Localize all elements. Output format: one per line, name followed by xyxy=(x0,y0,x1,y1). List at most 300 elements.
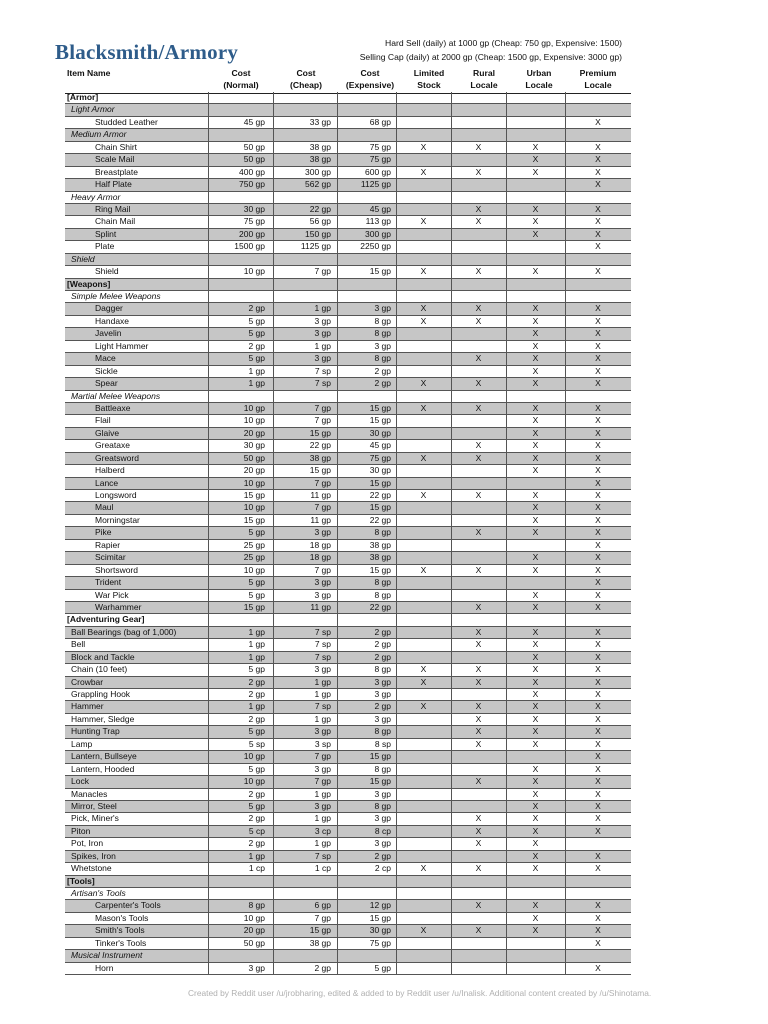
cost-cell: 38 gp xyxy=(369,539,391,550)
cost-cell: 8 gp xyxy=(374,328,391,339)
availability-cell: X xyxy=(532,626,539,637)
cost-cell: 3 gp xyxy=(374,788,391,799)
availability-cell xyxy=(396,366,451,377)
availability-cell: X xyxy=(595,552,601,563)
availability-cell: X xyxy=(420,315,427,326)
header-cost-normal: Cost (Normal) xyxy=(223,68,259,90)
table-row xyxy=(65,453,631,465)
availability-cell: X xyxy=(595,601,601,612)
availability-cell xyxy=(451,179,506,190)
availability-cell: X xyxy=(420,141,427,152)
cost-cell: 10 gp xyxy=(243,502,265,513)
availability-cell: X xyxy=(595,539,601,550)
availability-cell: X xyxy=(532,912,539,923)
availability-cell: X xyxy=(475,626,482,637)
availability-cell: X xyxy=(532,378,539,389)
availability-cell: X xyxy=(475,676,482,687)
table-row xyxy=(65,378,631,390)
cost-cell: 38 gp xyxy=(309,452,331,463)
item-name: Longsword xyxy=(95,490,137,500)
availability-cell xyxy=(396,813,451,824)
availability-cell: X xyxy=(532,141,539,152)
cost-cell: 1 gp xyxy=(314,689,331,699)
cost-cell: 3 gp xyxy=(314,726,331,737)
item-name: Handaxe xyxy=(95,315,130,326)
item-name: Ball Bearings (bag of 1,000) xyxy=(71,626,177,637)
cost-cell: 38 gp xyxy=(309,937,331,948)
availability-cell: X xyxy=(532,713,539,724)
item-name: Block and Tackle xyxy=(71,651,135,662)
item-name: Lock xyxy=(71,776,89,787)
cost-cell: 22 gp xyxy=(369,601,391,612)
item-name: Whetstone xyxy=(71,863,112,874)
table-row xyxy=(65,154,631,166)
cost-cell: 150 gp xyxy=(305,228,331,239)
cost-cell: 7 sp xyxy=(314,365,331,376)
availability-cell: X xyxy=(532,763,539,774)
table-row xyxy=(65,204,631,216)
table-row xyxy=(65,602,631,614)
header-urban-locale: Urban Locale xyxy=(525,68,553,90)
availability-cell xyxy=(451,428,506,439)
cost-cell: 15 gp xyxy=(369,502,391,513)
availability-cell: X xyxy=(532,228,539,239)
table-row xyxy=(65,726,631,738)
cost-cell: 2250 gp xyxy=(360,241,391,252)
cost-cell: 200 gp xyxy=(239,228,265,239)
availability-cell: X xyxy=(532,726,539,737)
availability-cell: X xyxy=(595,863,601,874)
availability-cell: X xyxy=(475,738,482,749)
table-row xyxy=(65,751,631,763)
cost-cell: 10 gp xyxy=(243,912,265,923)
availability-cell: X xyxy=(420,166,427,177)
cost-cell: 3 sp xyxy=(314,738,331,749)
cost-cell: 75 gp xyxy=(369,141,391,152)
page-title: Blacksmith/Armory xyxy=(55,40,239,64)
cost-cell: 8 gp xyxy=(374,527,391,538)
item-name: Lantern, Hooded xyxy=(71,763,135,774)
table-row xyxy=(65,925,631,937)
cost-cell: 15 gp xyxy=(243,514,265,525)
cost-cell: 1 gp xyxy=(314,713,331,724)
cost-cell: 8 gp xyxy=(374,664,391,675)
availability-cell xyxy=(451,502,506,513)
cost-cell: 25 gp xyxy=(243,539,265,550)
availability-cell xyxy=(451,415,506,426)
table-row xyxy=(65,938,631,950)
table-row xyxy=(65,229,631,241)
group-row xyxy=(65,291,631,303)
availability-cell: X xyxy=(595,266,601,277)
availability-cell: X xyxy=(420,378,427,389)
table-row xyxy=(65,415,631,427)
table-row xyxy=(65,565,631,577)
availability-cell: X xyxy=(595,527,601,538)
availability-cell: X xyxy=(532,315,539,326)
cost-cell: 2 cp xyxy=(374,863,391,874)
availability-cell xyxy=(451,577,506,588)
availability-cell: X xyxy=(595,166,601,177)
cost-cell: 7 sp xyxy=(314,626,331,637)
selling-cap-note: Selling Cap (daily) at 2000 gp (Cheap: 1500 gp, Expensive: 3000 gp) xyxy=(359,52,622,62)
table-row xyxy=(65,552,631,564)
availability-cell xyxy=(396,838,451,849)
cost-cell: 8 gp xyxy=(374,315,391,326)
availability-cell xyxy=(396,963,451,974)
availability-cell: X xyxy=(532,452,539,463)
cost-cell: 2 gp xyxy=(248,788,265,799)
cost-cell: 1 gp xyxy=(248,378,265,389)
cost-cell: 8 gp xyxy=(374,800,391,811)
cost-cell: 5 gp xyxy=(248,800,265,811)
cost-cell: 38 gp xyxy=(309,141,331,152)
item-name: Crowbar xyxy=(71,676,104,687)
table-row xyxy=(65,540,631,552)
availability-cell xyxy=(396,938,451,949)
availability-cell: X xyxy=(595,427,601,438)
price-table xyxy=(65,92,631,975)
cost-cell: 10 gp xyxy=(243,564,265,575)
cost-cell: 3 gp xyxy=(374,813,391,824)
availability-cell: X xyxy=(475,203,482,214)
availability-cell xyxy=(396,502,451,513)
cost-cell: 5 gp xyxy=(248,577,265,588)
cost-cell: 50 gp xyxy=(243,154,265,165)
availability-cell: X xyxy=(532,925,539,936)
table-row xyxy=(65,179,631,191)
cost-cell: 8 gp xyxy=(374,589,391,600)
cost-cell: 22 gp xyxy=(309,440,331,451)
availability-cell: X xyxy=(595,689,601,699)
table-row xyxy=(65,851,631,863)
availability-cell xyxy=(396,789,451,800)
cost-cell: 50 gp xyxy=(243,141,265,152)
item-name: Spear xyxy=(95,378,118,389)
availability-cell: X xyxy=(595,465,601,476)
cost-cell: 7 sp xyxy=(314,651,331,662)
cost-cell: 68 gp xyxy=(369,116,391,127)
cost-cell: 1 gp xyxy=(314,340,331,351)
availability-cell: X xyxy=(595,626,601,637)
table-row xyxy=(65,701,631,713)
availability-cell xyxy=(396,465,451,476)
availability-cell: X xyxy=(475,141,482,152)
cost-cell: 1 gp xyxy=(314,838,331,849)
header-item-name: Item Name xyxy=(67,68,111,78)
availability-cell: X xyxy=(532,440,539,451)
availability-cell: X xyxy=(475,452,482,463)
table-row xyxy=(65,801,631,813)
cost-cell: 15 gp xyxy=(369,266,391,277)
group-row xyxy=(65,104,631,116)
cost-cell: 3 gp xyxy=(374,676,391,687)
availability-cell: X xyxy=(475,726,482,737)
cost-cell: 30 gp xyxy=(243,440,265,451)
item-name: Lance xyxy=(95,477,119,488)
availability-cell: X xyxy=(532,415,539,426)
availability-cell xyxy=(506,117,565,128)
availability-cell xyxy=(396,826,451,837)
availability-cell: X xyxy=(595,179,601,190)
table-row xyxy=(65,789,631,801)
cost-cell: 15 gp xyxy=(369,751,391,762)
cost-cell: 1 gp xyxy=(248,639,265,650)
item-name: Horn xyxy=(95,962,114,973)
cost-cell: 3 gp xyxy=(374,689,391,699)
item-name: Pot, Iron xyxy=(71,838,104,849)
availability-cell: X xyxy=(532,365,539,376)
cost-cell: 3 gp xyxy=(248,962,265,973)
table-row xyxy=(65,813,631,825)
availability-cell: X xyxy=(595,788,601,799)
item-name: Bell xyxy=(71,639,86,650)
cost-cell: 20 gp xyxy=(243,427,265,438)
availability-cell: X xyxy=(595,477,601,488)
availability-cell xyxy=(451,652,506,663)
availability-cell: X xyxy=(475,440,482,451)
availability-cell xyxy=(396,552,451,563)
cost-cell: 15 gp xyxy=(369,415,391,426)
cost-cell: 75 gp xyxy=(369,154,391,165)
item-name: Martial Melee Weapons xyxy=(71,390,161,401)
availability-cell xyxy=(506,963,565,974)
availability-cell: X xyxy=(532,552,539,563)
availability-cell xyxy=(396,689,451,700)
cost-cell: 30 gp xyxy=(369,925,391,936)
availability-cell xyxy=(451,229,506,240)
cost-cell: 2 gp xyxy=(248,838,265,849)
item-name: Smith's Tools xyxy=(95,925,145,936)
item-name: Morningstar xyxy=(95,514,140,525)
table-row xyxy=(65,639,631,651)
cost-cell: 6 gp xyxy=(314,900,331,911)
item-name: Breastplate xyxy=(95,166,138,177)
availability-cell xyxy=(506,577,565,588)
item-name: Shield xyxy=(71,253,95,264)
item-name: Sickle xyxy=(95,365,118,376)
cost-cell: 15 gp xyxy=(243,490,265,500)
availability-cell: X xyxy=(475,166,482,177)
availability-cell: X xyxy=(595,452,601,463)
availability-cell: X xyxy=(532,266,539,277)
cost-cell: 22 gp xyxy=(309,203,331,214)
cost-cell: 300 gp xyxy=(305,166,331,177)
item-name: Javelin xyxy=(95,328,122,339)
availability-cell xyxy=(396,515,451,526)
cost-cell: 5 gp xyxy=(374,962,391,973)
cost-cell: 300 gp xyxy=(365,228,391,239)
availability-cell: X xyxy=(595,440,601,451)
availability-cell: X xyxy=(475,216,482,227)
cost-cell: 7 gp xyxy=(314,266,331,277)
availability-cell: X xyxy=(595,241,601,252)
availability-cell xyxy=(451,764,506,775)
availability-cell xyxy=(451,801,506,812)
item-name: Simple Melee Weapons xyxy=(71,291,161,301)
availability-cell: X xyxy=(595,216,601,227)
availability-cell xyxy=(396,478,451,489)
availability-cell: X xyxy=(420,452,427,463)
item-name: Mirror, Steel xyxy=(71,800,117,811)
cost-cell: 38 gp xyxy=(309,154,331,165)
availability-cell: X xyxy=(475,527,482,538)
availability-cell: X xyxy=(532,825,539,836)
availability-cell: X xyxy=(420,564,427,575)
cost-cell: 5 gp xyxy=(248,527,265,538)
item-name: Halberd xyxy=(95,465,125,476)
cost-cell: 600 gp xyxy=(365,166,391,177)
item-name: War Pick xyxy=(95,589,129,600)
cost-cell: 2 gp xyxy=(374,626,391,637)
availability-cell: X xyxy=(420,266,427,277)
item-name: Chain (10 feet) xyxy=(71,664,128,675)
section-row xyxy=(65,92,631,104)
availability-cell: X xyxy=(475,825,482,836)
cost-cell: 15 gp xyxy=(369,912,391,923)
availability-cell: X xyxy=(595,776,601,787)
availability-cell: X xyxy=(532,651,539,662)
availability-cell: X xyxy=(532,601,539,612)
cost-cell: 2 gp xyxy=(374,651,391,662)
table-row xyxy=(65,826,631,838)
availability-cell xyxy=(396,241,451,252)
cost-cell: 8 cp xyxy=(374,825,391,836)
item-name: Light Hammer xyxy=(95,340,149,351)
availability-cell xyxy=(451,540,506,551)
table-row xyxy=(65,117,631,129)
availability-cell xyxy=(396,117,451,128)
availability-cell: X xyxy=(595,800,601,811)
cost-cell: 1 cp xyxy=(314,863,331,874)
availability-cell xyxy=(451,328,506,339)
cost-cell: 1 gp xyxy=(314,813,331,824)
table-row xyxy=(65,677,631,689)
table-row xyxy=(65,590,631,602)
cost-cell: 2 gp xyxy=(248,713,265,724)
cost-cell: 7 sp xyxy=(314,850,331,861)
cost-cell: 45 gp xyxy=(369,440,391,451)
table-row xyxy=(65,403,631,415)
availability-cell xyxy=(506,751,565,762)
availability-cell: X xyxy=(595,937,601,948)
item-name: Splint xyxy=(95,228,117,239)
availability-cell xyxy=(451,366,506,377)
item-name: Trident xyxy=(95,577,122,588)
cost-cell: 7 sp xyxy=(314,378,331,389)
cost-cell: 11 gp xyxy=(310,490,331,500)
cost-cell: 3 gp xyxy=(374,303,391,314)
availability-cell: X xyxy=(532,527,539,538)
availability-cell: X xyxy=(595,365,601,376)
availability-cell xyxy=(396,415,451,426)
cost-cell: 3 gp xyxy=(374,340,391,351)
availability-cell xyxy=(396,353,451,364)
cost-cell: 5 gp xyxy=(248,328,265,339)
credits-footer: Created by Reddit user /u/jrobharing, edited & added to by Reddit user /u/Inalisk. Additional content created by /u/Shinotama. xyxy=(188,988,652,998)
availability-cell: X xyxy=(532,502,539,513)
cost-cell: 3 gp xyxy=(314,664,331,675)
item-name: Grappling Hook xyxy=(71,689,131,699)
item-name: Greataxe xyxy=(95,440,130,451)
availability-cell: X xyxy=(532,328,539,339)
cost-cell: 22 gp xyxy=(369,490,391,500)
cost-cell: 1 gp xyxy=(248,365,265,376)
availability-cell xyxy=(506,540,565,551)
availability-cell: X xyxy=(595,701,601,712)
availability-cell: X xyxy=(595,378,601,389)
cost-cell: 15 gp xyxy=(369,564,391,575)
cost-cell: 3 gp xyxy=(314,589,331,600)
availability-cell: X xyxy=(595,651,601,662)
item-name: Pike xyxy=(95,527,112,538)
availability-cell: X xyxy=(475,303,482,314)
availability-cell: X xyxy=(532,340,539,351)
availability-cell: X xyxy=(532,639,539,650)
availability-cell xyxy=(506,938,565,949)
availability-cell: X xyxy=(595,502,601,513)
cost-cell: 5 gp xyxy=(248,589,265,600)
availability-cell xyxy=(451,241,506,252)
availability-cell: X xyxy=(532,154,539,165)
cost-cell: 750 gp xyxy=(239,179,265,190)
availability-cell: X xyxy=(595,713,601,724)
section-row xyxy=(65,876,631,888)
cost-cell: 15 gp xyxy=(309,427,331,438)
cost-cell: 3 gp xyxy=(314,763,331,774)
item-name: Shield xyxy=(95,266,119,277)
cost-cell: 5 gp xyxy=(248,664,265,675)
availability-cell: X xyxy=(595,116,601,127)
availability-cell: X xyxy=(595,353,601,364)
group-row xyxy=(65,254,631,266)
table-row xyxy=(65,900,631,912)
table-row xyxy=(65,764,631,776)
cost-cell: 38 gp xyxy=(369,552,391,563)
table-header xyxy=(65,67,631,94)
table-row xyxy=(65,216,631,228)
item-name: Carpenter's Tools xyxy=(95,900,161,911)
availability-cell xyxy=(396,627,451,638)
availability-cell: X xyxy=(532,800,539,811)
cost-cell: 20 gp xyxy=(243,925,265,936)
availability-cell xyxy=(396,726,451,737)
availability-cell: X xyxy=(475,378,482,389)
availability-cell: X xyxy=(475,353,482,364)
cost-cell: 50 gp xyxy=(243,452,265,463)
availability-cell: X xyxy=(595,203,601,214)
availability-cell: X xyxy=(595,315,601,326)
availability-cell xyxy=(396,801,451,812)
availability-cell xyxy=(565,838,631,849)
group-row xyxy=(65,391,631,403)
availability-cell: X xyxy=(595,154,601,165)
cost-cell: 3 gp xyxy=(374,838,391,849)
availability-cell: X xyxy=(420,303,427,314)
table-row xyxy=(65,627,631,639)
cost-cell: 8 gp xyxy=(374,353,391,364)
table-row xyxy=(65,838,631,850)
item-name: Dagger xyxy=(95,303,123,314)
table-row xyxy=(65,577,631,589)
table-row xyxy=(65,341,631,353)
availability-cell xyxy=(451,590,506,601)
table-row xyxy=(65,527,631,539)
availability-cell: X xyxy=(532,863,539,874)
cost-cell: 75 gp xyxy=(243,216,265,227)
cost-cell: 11 gp xyxy=(310,601,331,612)
availability-cell: X xyxy=(532,838,539,849)
